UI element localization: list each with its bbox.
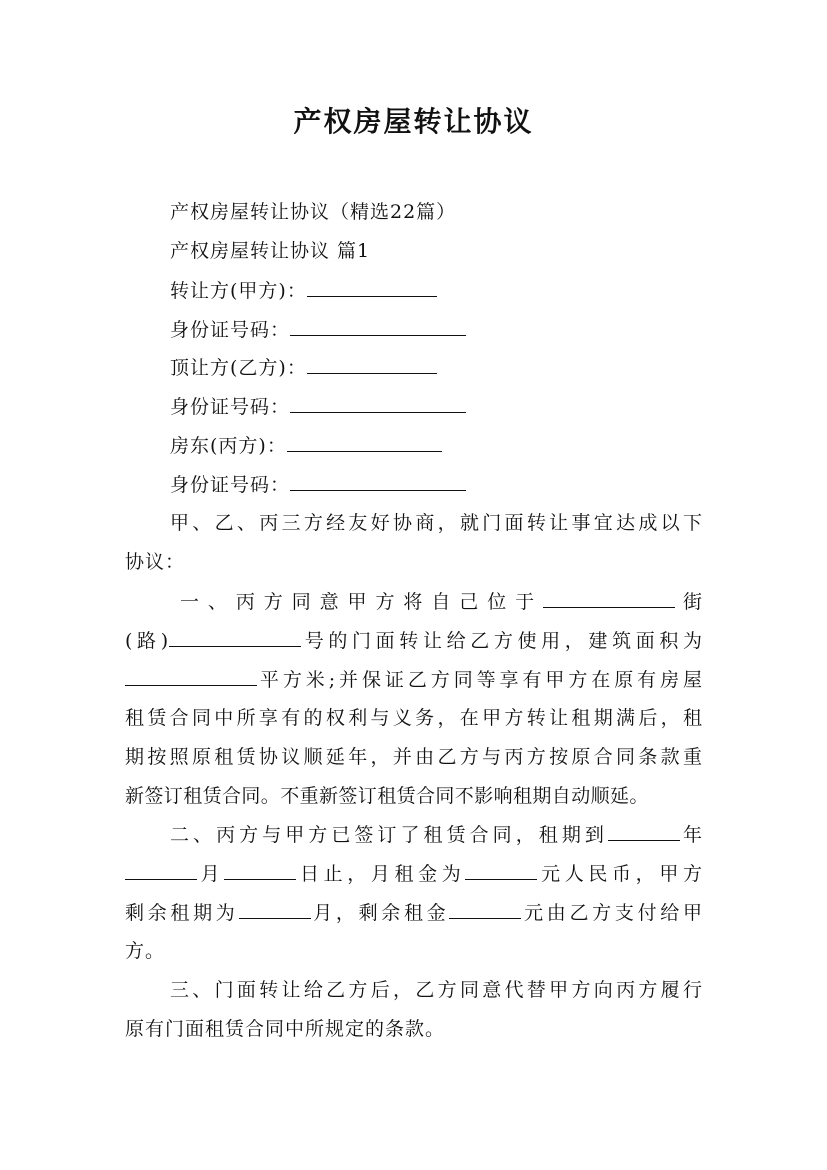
party-landlord: [170, 433, 442, 458]
party-label: 转让方(甲方)：: [170, 280, 307, 302]
blank-field: [449, 900, 521, 919]
blank-field: [125, 667, 257, 686]
clause2-line-1: 二、丙方与甲方已签订了租赁合同，租期到 年: [170, 824, 703, 846]
blank-field: [125, 861, 197, 880]
clause2-line-2: 月 日止，月租金为 元人民币，甲方: [125, 861, 703, 886]
party-label: 房东(丙方)：: [170, 435, 287, 457]
clause3-line-1: 三、门面转让给乙方后，乙方同意代替甲方向丙方履行: [170, 979, 703, 1001]
blank-field: [290, 394, 466, 413]
clause1-line-5: 期按照原租赁协议顺延年，并由乙方与丙方按原合同条款重: [125, 746, 703, 768]
clause1-line-6: 新签订租赁合同。不重新签订租赁合同不影响租期自动顺延。: [125, 785, 649, 807]
party-transferor: [170, 278, 437, 303]
party-transferor-id: [170, 317, 466, 342]
blank-field: [465, 861, 537, 880]
blank-field: [224, 861, 296, 880]
party-landlord-id: [170, 472, 466, 497]
party-label: 顶让方(乙方)：: [170, 357, 307, 379]
clause1-line-1: 一、丙方同意甲方将自己位于 街: [180, 591, 703, 613]
blank-field: [290, 472, 466, 491]
party-transferee-id: [170, 394, 466, 419]
document-subtitle: 产权房屋转让协议（精选22篇）: [170, 201, 457, 223]
clause1-line-3: 平方米;并保证乙方同等享有甲方在原有房屋: [125, 667, 703, 692]
blank-field: [169, 628, 301, 647]
blank-field: [290, 317, 466, 336]
party-label: 身份证号码：: [170, 319, 291, 341]
blank-field: [543, 589, 675, 608]
clause2-line-4: 方。: [125, 940, 166, 962]
blank-field: [239, 900, 311, 919]
intro-line-1: 甲、乙、丙三方经友好协商，就门面转让事宜达成以下: [170, 512, 703, 534]
section-heading: 产权房屋转让协议 篇1: [170, 240, 371, 262]
blank-field: [307, 355, 437, 374]
blank-field: [608, 822, 680, 841]
intro-line-2: 协议：: [125, 551, 186, 573]
blank-field: [287, 433, 442, 452]
clause1-line-2: (路) 号的门面转让给乙方使用，建筑面积为: [125, 630, 703, 652]
document-title: 产权房屋转让协议: [293, 105, 534, 138]
clause2-line-3: 剩余租期为 月，剩余租金 元由乙方支付给甲: [125, 902, 703, 924]
clause3-line-2: 原有门面租赁合同中所规定的条款。: [125, 1018, 446, 1040]
party-label: 身份证号码：: [170, 396, 291, 418]
party-transferee: [170, 355, 437, 380]
party-label: 身份证号码：: [170, 474, 291, 496]
clause1-line-4: 租赁合同中所享有的权利与义务，在甲方转让租期满后，租: [125, 707, 703, 729]
blank-field: [307, 278, 437, 297]
